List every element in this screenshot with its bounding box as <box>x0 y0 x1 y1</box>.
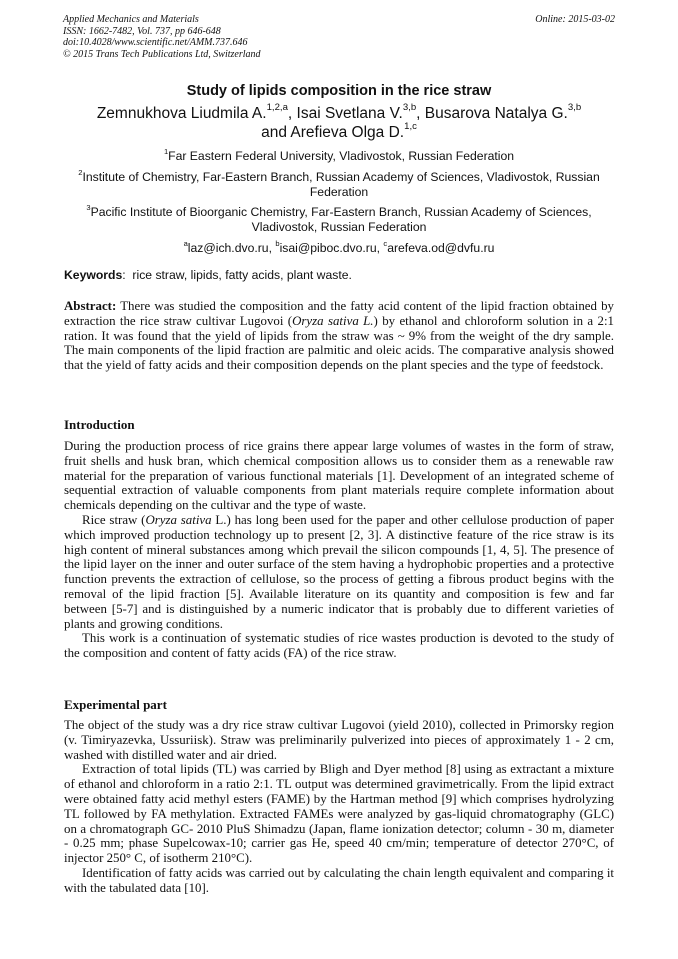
doi-line: doi:10.4028/www.scientific.net/AMM.737.646 <box>63 37 248 48</box>
copyright-line: © 2015 Trans Tech Publications Ltd, Switzerland <box>63 48 261 60</box>
abstract-text-2: ) by ethanol and chloroform solution in a 2:1 ration. It was found that the yield of lipids from the straw was ~ 9% from the weight of the dry sample. The main components of the lipid fraction are palmitic and oleic acids. The comparative analysis showed that the yield of fatty acids and their composition depends on the plant species and the type of feedstock. <box>64 313 614 373</box>
paper-title: Study of lipids composition in the rice straw <box>186 83 492 99</box>
affiliation-mark: 3 <box>86 202 91 212</box>
online-date: Online: 2015-03-02 <box>535 14 615 25</box>
email-separator: , <box>376 241 384 255</box>
abstract <box>64 299 614 373</box>
email-separator: , <box>268 241 276 255</box>
exp-paragraph-2: Extraction of total lipids (TL) was carried by Bligh and Dyer method [8] using as extractant a mixture of ethanol and chloroform in a ratio 2:1. TL output was determined gravimetrically. From the lipid extract were obtained fatty acid methyl esters (FAME) by the Hartman method [9] which comprises hydrolyzing TL followed by FA methylation. Extracted FAMEs were analyzed by gas-liquid chromatography (GLC) on a chromatograph GC- 2010 PluS Shimadzu (Japan, flame ionization detector; column - 30 m, diameter - 0.25 mm; phase Supelcowax-10; carrier gas He, speed 40 cm/min; temperature of detector 270°C, of injector 250° C, of isotherm 210°C). <box>64 762 614 866</box>
author-name: Zemnukhova Liudmila A. <box>96 105 267 122</box>
affiliation-text: Pacific Institute of Bioorganic Chemistry, Far-Eastern Branch, Russian Academy of Sciences, Vladivostok, Russian Federation <box>90 205 592 234</box>
intro-p2-text-2: L.) has long been used for the paper and other cellulose production of paper which improved production technology up to present [2, 3]. A distinctive feature of the rice straw is its high content of mineral substances among which prevail the silicon compounds [1, 4, 5]. The presence of the lipid layer on the inner and outer surface of the stem having a hydrophobic properties and a protective function prevents the extraction of cellulose, so the process of getting a fibrous product begins with the removal of the lipid fraction [5]. Available literature on its quantity and composition is few and far between [5-7] and is distinguished by a numeric indicator that is probably due to different varieties of plants and growing conditions. <box>64 512 614 631</box>
exp-paragraph-1: The object of the study was a dry rice straw cultivar Lugovoi (yield 2010), collected in Primorsky region (v. Timiryazevka, Ussuriisk). Straw was preliminarily pulverized into pieces of approximately 1 - 2 cm, washed with distilled water and air dried. <box>64 718 614 762</box>
intro-paragraph-3: This work is a continuation of systematic studies of rice wastes production is devoted to the study of the composition and content of fatty acids (FA) of the rice straw. <box>64 631 614 661</box>
affiliation-3 <box>64 202 614 235</box>
intro-paragraph-2 <box>64 513 614 631</box>
email-link[interactable]: arefeva.od@dvfu.ru <box>387 241 495 255</box>
journal-name: Applied Mechanics and Materials <box>63 14 199 25</box>
author-name: and Arefieva Olga D. <box>261 124 405 141</box>
exp-paragraph-3: Identification of fatty acids was carried out by calculating the chain length equivalent and comparing it with the tabulated data [10]. <box>64 865 614 895</box>
abstract-label: Abstract: <box>64 299 117 313</box>
email-mark: c <box>383 238 388 248</box>
email-mark: a <box>183 238 188 248</box>
email-link[interactable]: isai@piboc.dvo.ru <box>279 241 377 255</box>
author-list <box>40 104 638 142</box>
abstract-text-1: There was studied the composition and the fatty acid content of the lipid fraction obtained by extraction the rice straw cultivar Lugovoi ( <box>64 299 614 328</box>
keywords-label: Keywords <box>64 268 123 282</box>
author-affiliation-mark: 1,2,a <box>266 102 288 114</box>
author-separator: , <box>416 105 425 122</box>
affiliation-text: Far Eastern Federal University, Vladivostok, Russian Federation <box>168 149 515 163</box>
introduction-body <box>64 439 614 661</box>
author-affiliation-mark: 1,c <box>404 121 417 133</box>
affiliation-mark: 2 <box>78 167 83 177</box>
experimental-heading: Experimental part <box>64 697 167 712</box>
introduction-heading: Introduction <box>64 417 135 432</box>
author-name: Isai Svetlana V. <box>296 105 403 122</box>
issn-line: ISSN: 1662-7482, Vol. 737, pp 646-648 <box>63 25 221 37</box>
intro-p2-species: Oryza sativa <box>145 512 212 527</box>
affiliation-text: Institute of Chemistry, Far-Eastern Branch, Russian Academy of Sciences, Vladivostok, Russian Federation <box>82 170 600 199</box>
email-mark: b <box>275 238 280 248</box>
author-affiliation-mark: 3,b <box>402 102 417 114</box>
author-separator: , <box>287 105 297 122</box>
affiliation-mark: 1 <box>163 146 169 156</box>
experimental-body <box>64 718 614 896</box>
intro-paragraph-1: During the production process of rice grains there appear large volumes of wastes in the form of straw, fruit shells and husk bran, which chemical composition allows us to consider them as a renewable raw material for the preparation of various functional materials [1]. Development of an integrated scheme of sequential extraction of valuable components from plant materials require complete information about chemicals depending on the cultivar and the type of waste. <box>64 439 614 513</box>
journal-header <box>63 14 423 60</box>
email-list <box>64 238 614 256</box>
email-link[interactable]: laz@ich.dvo.ru <box>187 241 269 255</box>
abstract-species: Oryza sativa L. <box>292 313 374 328</box>
keywords-text: rice straw, lipids, fatty acids, plant waste. <box>132 268 352 282</box>
author-name: Busarova Natalya G. <box>424 105 568 122</box>
affiliation-1 <box>64 146 614 164</box>
intro-p2-text-1: Rice straw ( <box>82 512 146 527</box>
author-affiliation-mark: 3,b <box>567 102 582 114</box>
affiliation-2 <box>64 167 614 200</box>
keywords: Keywords: rice straw, lipids, fatty acids, plant waste. <box>64 268 352 282</box>
